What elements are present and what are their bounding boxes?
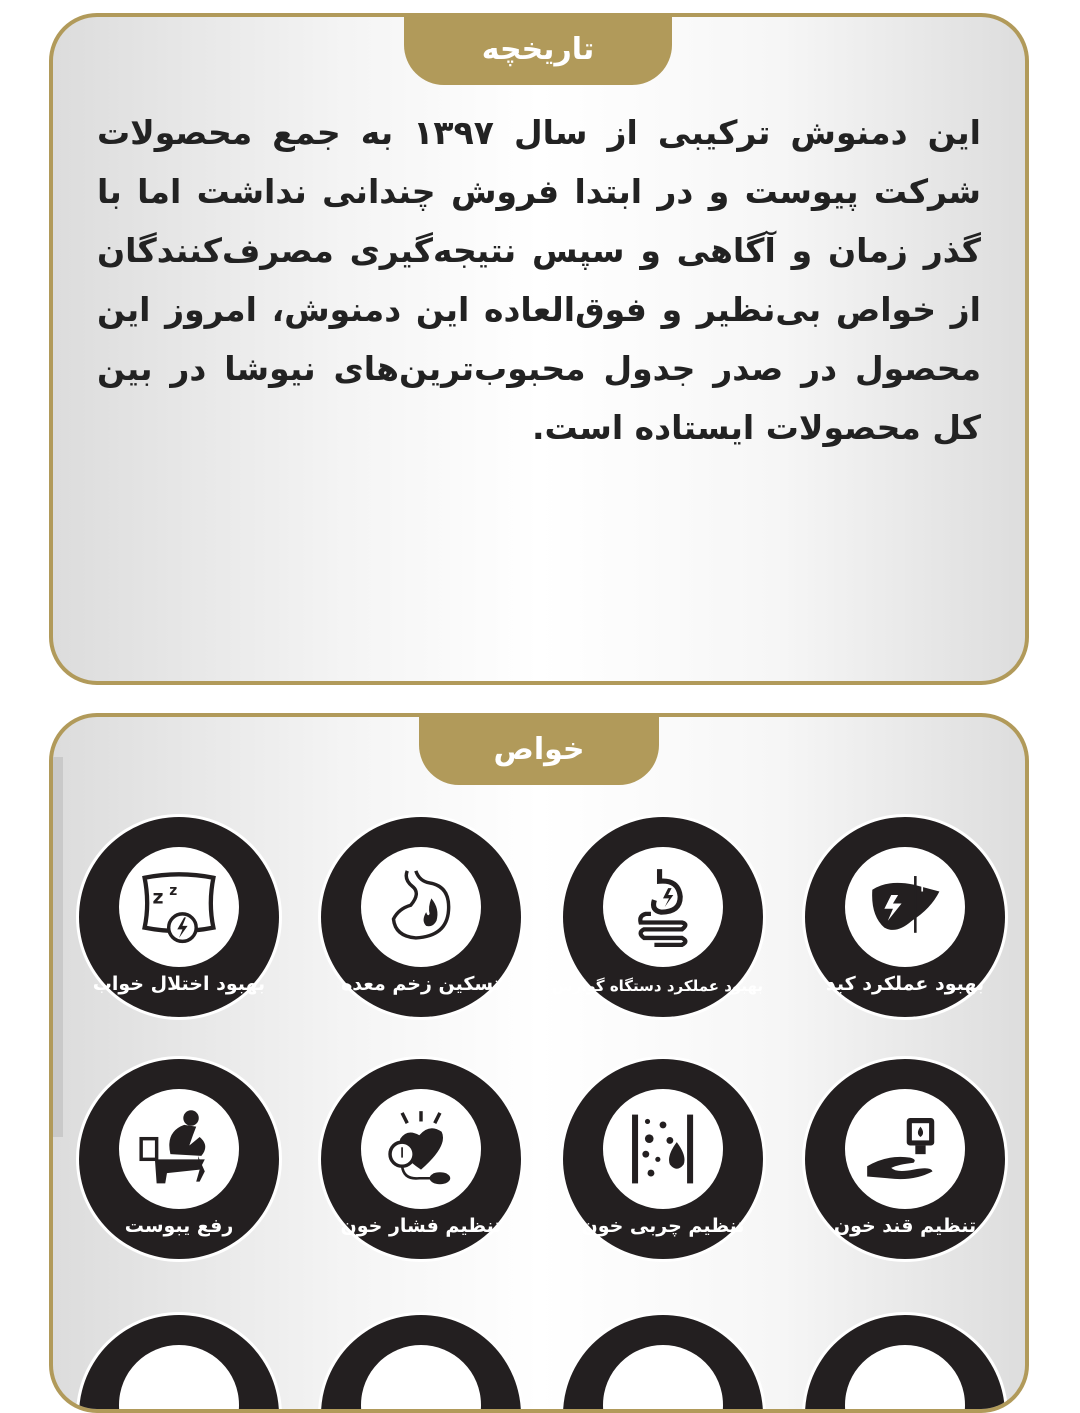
- property-label: بهبود عملکرد دستگاه گوارش: [552, 977, 763, 995]
- blood-vessel-fat-icon: [620, 1106, 706, 1192]
- svg-text:z: z: [169, 882, 178, 899]
- properties-grid: [81, 817, 1005, 1259]
- liver-icon: [862, 864, 948, 950]
- history-title: تاریخچه: [404, 13, 672, 85]
- property-badge-partial: [563, 1315, 763, 1413]
- property-badge-constipation: [79, 1059, 279, 1259]
- stomach-fire-icon: [378, 864, 464, 950]
- property-badge-partial: [805, 1315, 1005, 1413]
- property-badge-digestive: [552, 817, 763, 1017]
- property-label: رفع یبوست: [124, 1215, 234, 1237]
- property-badge-sleep: [79, 817, 279, 1017]
- property-badge-liver: [805, 817, 1005, 1017]
- heart-pressure-gauge-icon: [378, 1106, 464, 1192]
- history-card: [49, 13, 1029, 685]
- properties-partial-row: [81, 1315, 1005, 1413]
- property-badge-blood-pressure: [321, 1059, 521, 1259]
- property-badge-glucose: [805, 1059, 1005, 1259]
- svg-text:z: z: [152, 886, 164, 909]
- property-badge-stomach: [321, 817, 521, 1017]
- properties-title: خواص: [419, 713, 659, 785]
- properties-card: [49, 713, 1029, 1413]
- property-badge-partial: [79, 1315, 279, 1413]
- property-label: تنظیم فشار خون: [340, 1215, 502, 1237]
- property-label: تنظیم قند خون: [833, 1215, 977, 1237]
- toilet-person-icon: [136, 1106, 222, 1192]
- digestive-system-icon: [620, 864, 706, 950]
- property-badge-partial: [321, 1315, 521, 1413]
- property-badge-blood-fat: [563, 1059, 763, 1259]
- property-label: تنظیم چربی خون: [581, 1215, 745, 1237]
- property-label: بهبود اختلال خواب: [92, 973, 266, 995]
- glucose-meter-hand-icon: [862, 1106, 948, 1192]
- pillow-sleep-icon: [136, 864, 222, 950]
- property-label: تسکین زخم معده: [341, 973, 501, 995]
- scroll-shade: [53, 757, 63, 1137]
- property-label: بهبود عملکرد کبد: [825, 973, 985, 995]
- history-body: این دمنوش ترکیبی از سال ۱۳۹۷ به جمع محصولات شرکت پیوست و در ابتدا فروش چندانی نداشت اما با گذر زمان و آگاهی و سپس نتیجه‌گیری مصرف‌کنندگان از خواص بی‌نظیر و فوق‌العاده این دمنوش، امروز این محصول در صدر جدول محبوب‌ترین‌های نیوشا در بین کل محصولات ایستاده است.: [97, 113, 981, 447]
